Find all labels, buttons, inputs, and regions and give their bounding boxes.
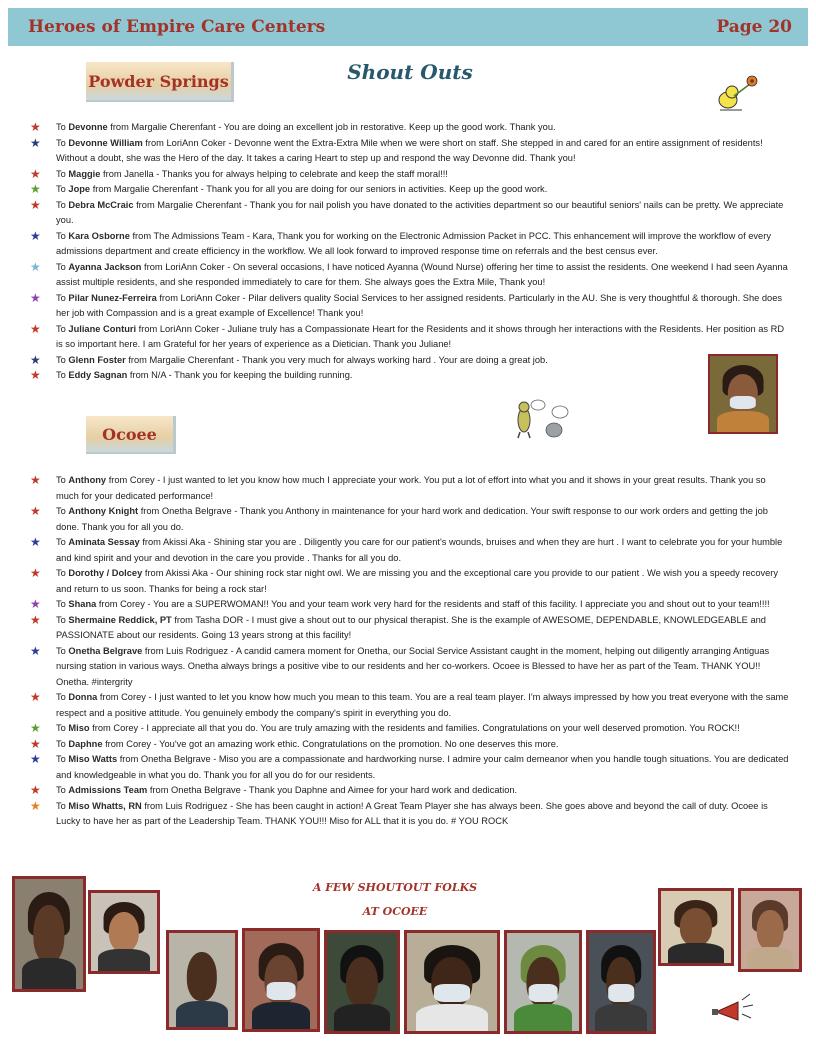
staff-photo-nurse-with-flowers (708, 354, 778, 434)
photo-caption-line-1: A FEW SHOUTOUT FOLKS (312, 881, 478, 894)
list-item: ★ To Debra McCraic from Margalie Cherenfant - Thank you for nail polish you have donated to the activities department so our beautiful seniors' nails can be pretty. We appreciate you. (30, 197, 784, 225)
star-icon: ★ (30, 259, 41, 274)
page-heading: Shout Outs (347, 60, 473, 84)
star-icon: ★ (30, 535, 41, 549)
star-icon: ★ (30, 798, 41, 813)
list-item: ★ To Jope from Margalie Cherenfant - Thank you for all you are doing for our seniors in activities. Keep up the good work. (30, 182, 548, 196)
list-item: ★ To Shana from Corey - You are a SUPERWOMAN!! You and your team work very hard for the residents and staff of this facility. I appreciate you and shout out to your team!!!! (30, 597, 770, 611)
list-item: ★ To Glenn Foster from Margalie Cherenfant - Thank you very much for always working hard . Your are doing a great job. (30, 352, 548, 367)
star-icon: ★ (30, 643, 41, 658)
list-item: ★ To Maggie from Janella - Thanks you for always helping to celebrate and keep the staff moral!!! (30, 166, 448, 181)
list-item: ★ To Miso Whatts, RN from Luis Rodriguez - She has been caught in action! A Great Team Player she has always been. She goes above and beyond the call of duty. Ocoee is Lucky to have her as part of the Leadership Team. THANK YOU!!! Miso for ALL that it is you do. # YOU ROCK (30, 798, 768, 826)
star-icon: ★ (30, 197, 41, 212)
star-icon: ★ (30, 566, 41, 580)
photo-caption-line-2: AT OCOEE (362, 905, 428, 918)
powder-springs-shoutout-list (30, 120, 790, 384)
list-item: ★ To Admissions Team from Onetha Belgrave - Thank you Daphne and Aimee for your hard work and dedication. (30, 783, 518, 797)
ocoee-shoutout-list (30, 473, 790, 830)
newsletter-title: Heroes of Empire Care Centers (28, 17, 326, 37)
star-icon: ★ (30, 228, 41, 243)
snoopy-greeting-icon (510, 398, 570, 440)
star-icon: ★ (30, 166, 41, 181)
list-item: ★ To Ayanna Jackson from LoriAnn Coker - On several occasions, I have noticed Ayanna (Wound Nurse) offering her time to assist the residents. One weekend I had seen Ayanna assist multiple residents, and she responded immediately to care for them. She always goes the Extra Mile, Thank you! (30, 259, 788, 287)
list-item: ★ To Miso from Corey - I appreciate all that you do. You are truly amazing with the residents and families. Congratulations on your well deserved promotion. You ROCK!! (30, 721, 740, 735)
list-item: ★ To Shermaine Reddick, PT from Tasha DOR - I must give a shout out to our physical therapist. She is the example of AWESOME, DEPENDABLE, KNOWLEDGEABLE and PASSIONATE about our residents. Going 13 years strong at this facility! (30, 612, 766, 640)
star-icon: ★ (30, 690, 41, 704)
star-icon: ★ (30, 473, 41, 487)
staff-photo (12, 876, 86, 992)
list-item: ★ To Onetha Belgrave from Luis Rodriguez - A candid camera moment for Onetha, our Social Service Assistant caught in the moment, helping out diligently arranging Antiguas nursing station in various ways. Onetha always brings a positive vibe to our residents and her co-workers. Ocoee is Blessed to have her as part of the Team. THANK YOU!! Onetha. #intergrity (30, 643, 770, 687)
staff-photo (586, 930, 656, 1034)
star-icon: ★ (30, 368, 41, 382)
staff-photo (658, 888, 734, 966)
list-item: ★ To Daphne from Corey - You've got an amazing work ethic. Congratulations on the promotion. No one deserves this more. (30, 736, 559, 751)
staff-photo (324, 930, 400, 1034)
page-number: Page 20 (716, 17, 792, 37)
page-header (8, 8, 808, 46)
section-label-ocoee: Ocoee (86, 416, 176, 454)
list-item: ★ To Eddy Sagnan from N/A - Thank you for keeping the building running. (30, 368, 353, 382)
staff-photo (738, 888, 802, 972)
star-icon: ★ (30, 783, 41, 797)
list-item: ★ To Aminata Sessay from Akissi Aka - Shining star you are . Diligently you care for our patient's wounds, bruises and when they are hurt . I want to celebrate you for your humble and kind spirit and your and devotion in the care you provide . Thanks for all you do. (30, 535, 783, 563)
star-icon: ★ (30, 736, 41, 751)
star-icon: ★ (30, 290, 41, 305)
star-icon: ★ (30, 504, 41, 518)
star-icon: ★ (30, 721, 41, 735)
staff-photo (166, 930, 238, 1030)
list-item: ★ To Juliane Conturi from LoriAnn Coker - Juliane truly has a Compassionate Heart for the Residents and it shows through her interactions with the Residents. Her position as RD is so important here. I am Grateful for her years of experience as a Dietician. Thank you Juliane! (30, 321, 785, 349)
list-item: ★ To Anthony from Corey - I just wanted to let you know how much I appreciate your work. You put a lot of effort into what you and it shows in your great results. Thank you so much for your dedicated performance! (30, 473, 766, 501)
staff-photo (242, 928, 320, 1032)
staff-photo (404, 930, 500, 1034)
list-item: ★ To Donna from Corey - I just wanted to let you know how much you mean to this team. You are a real team player. I'm always impressed by how you treat everyone with the same respect and a positive attitude. You genuinely embody the company's spirit in everything you do. (30, 690, 789, 718)
staff-photo (504, 930, 582, 1034)
list-item: ★ To Dorothy / Dolcey from Akissi Aka - Our shining rock star night owl. We are missing you and the exceptional care you provide to our patient . We wish you a speedy recovery and return to us soon. Thanks for being a rock star! (30, 566, 779, 594)
list-item: ★ To Pilar Nunez-Ferreira from LoriAnn Coker - Pilar delivers quality Social Services to her assigned residents. Particularly in the AU. She is very thoughtful & thorough. She does her job with Compassion and is a great example of Excellence! Thank you! (30, 290, 783, 318)
list-item: ★ To Anthony Knight from Onetha Belgrave - Thank you Anthony in maintenance for your hard work and dedication. Your swift response to our work orders and getting the job done. Thank you for all you do. (30, 504, 768, 532)
star-icon: ★ (30, 120, 41, 134)
star-icon: ★ (30, 352, 41, 367)
star-icon: ★ (30, 612, 41, 627)
star-icon: ★ (30, 752, 41, 766)
star-icon: ★ (30, 321, 41, 336)
star-icon: ★ (30, 597, 41, 611)
section-label-powder-springs: Powder Springs (86, 62, 234, 102)
list-item: ★ To Miso Watts from Onetha Belgrave - Miso you are a compassionate and hardworking nurse. I admire your calm demeanor when you handle tough situations. You are dedicated and knowledgeable in what you do. Thank you for all you do for our residents. (30, 752, 789, 780)
staff-photo (88, 890, 160, 974)
megaphone-icon (712, 990, 762, 1024)
list-item: ★ To Kara Osborne from The Admissions Team - Kara, Thank you for working on the Electronic Admission Packet in PCC. This enhancement will improve the workflow of every admissions department and create efficiency in the workflow. We all look forward to improved response time on referrals and the best census ever. (30, 228, 771, 256)
photo-caption (290, 876, 500, 924)
list-item: ★ To Devonne William from LoriAnn Coker - Devonne went the Extra-Extra Mile when we were short on staff. She stepped in and cared for an entire assignment of residents! Without a doubt, she was the Hero of the day. It takes a caring Heart to step up and respond the way Devonne did. Thank you! (30, 135, 763, 163)
woodstock-flower-icon (712, 70, 764, 114)
star-icon: ★ (30, 182, 41, 196)
star-icon: ★ (30, 135, 41, 150)
list-item: ★ To Devonne from Margalie Cherenfant - You are doing an excellent job in restorative. Keep up the good work. Thank you. (30, 120, 556, 134)
